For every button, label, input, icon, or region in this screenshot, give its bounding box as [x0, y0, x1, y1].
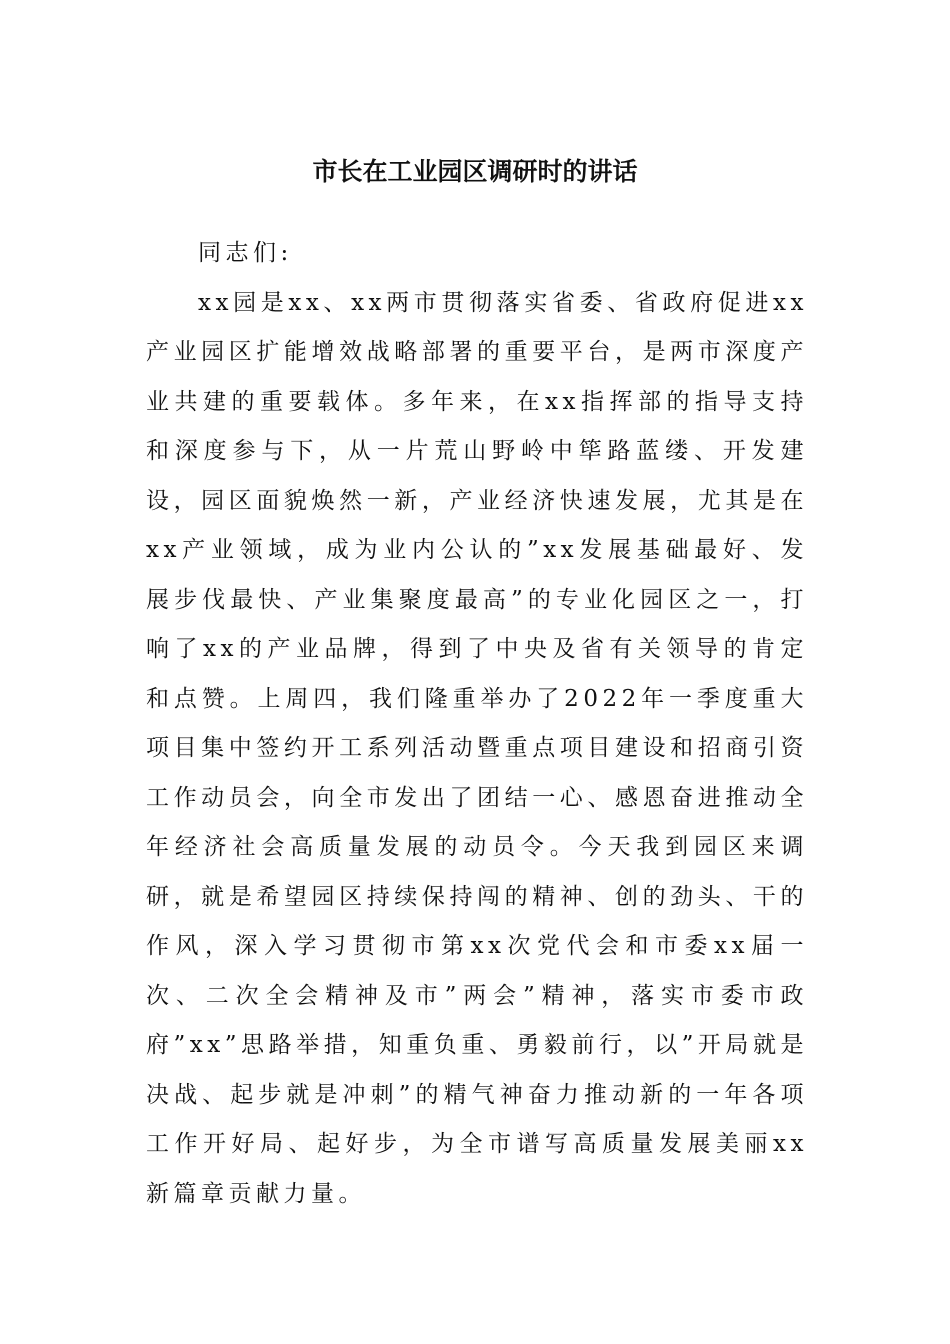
body-paragraph: xx园是xx、xx两市贯彻落实省委、省政府促进xx产业园区扩能增效战略部署的重要平台，是两市深度产业共建的重要载体。多年来，在xx指挥部的指导支持和深度参与下，从一片荒山野岭中筚路蓝缕、开发建设，园区面貌焕然一新，产业经济快速发展，尤其是在xx产业领域，成为业内公认的”xx发展基础最好、发展步伐最快、产业集聚度最高”的专业化园区之一，打响了xx的产业品牌，得到了中央及省有关领导的肯定和点赞。上周四，我们隆重举办了2022年一季度重大项目集中签约开工系列活动暨重点项目建设和招商引资工作动员会，向全市发出了团结一心、感恩奋进推动全年经济社会高质量发展的动员令。今天我到园区来调研，就是希望园区持续保持闯的精神、创的劲头、干的作风，深入学习贯彻市第xx次党代会和市委xx届一次、二次全会精神及市”两会”精神，落实市委市政府”xx”思路举措，知重负重、勇毅前行，以”开局就是决战、起步就是冲刺”的精气神奋力推动新的一年各项工作开好局、起好步，为全市谱写高质量发展美丽xx新篇章贡献力量。 — [146, 289, 808, 1207]
salutation: 同志们: — [198, 240, 293, 266]
document-title: 市长在工业园区调研时的讲话 — [312, 157, 638, 186]
document-body — [146, 229, 808, 1219]
